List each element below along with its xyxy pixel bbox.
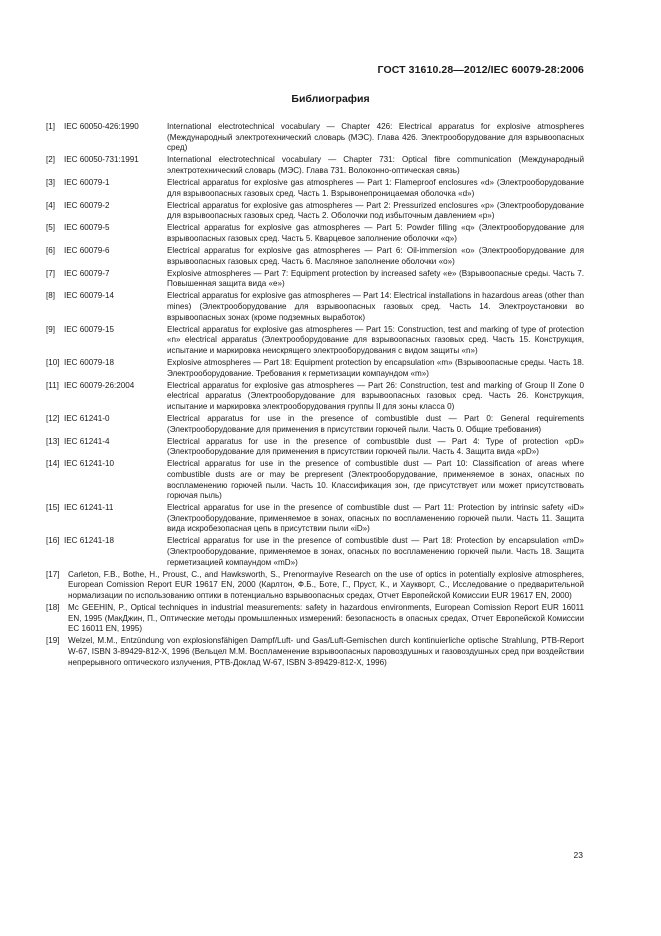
entry-description: Electrical apparatus for use in the presence of combustible dust — Part 18: Protection by encapsulation «mD» (Электрооборудование, применяемое в зонах, опасных по воспламенению горючей пыли. Часть 18. Защита герметизацией компаундом «mD») [167,536,584,567]
entry-description: Carleton, F.B., Bothe, H., Proust, C., and Hawksworth, S., Prenormayive Research on the use of optics in potentially explosive atmospheres, European Comission Report EUR 19617 EN, 2000 (Карлтон, Ф.Б., Боте, Г., Пруст, К., и Хаукворт, С., Исследование о предварительной нормализации по использованию оптики в потенциально взрывоопасных средах, Отчет Европейской Комиссии EUR 19617 EN, 2000) [68,569,584,600]
bibliography-entry [46,122,584,154]
entry-number: [3] [46,177,55,187]
entry-code: IEC 60079-7 [64,268,110,278]
entry-code: IEC 61241-18 [64,536,114,546]
page-number: 23 [573,850,583,860]
entry-number: [15] [46,503,60,513]
entry-description: Electrical apparatus for explosive gas atmospheres — Part 5: Powder filling «q» (Электрооборудование для взрывоопасных газовых сред. Часть 5. Кварцевое заполнение оболочки «q») [167,223,584,243]
entry-number: [12] [46,413,60,423]
entry-description: Explosive atmospheres — Part 18: Equipment protection by encapsulation «m» (Взрывоопасные среды. Часть 18. Электрооборудование. Требования к герметизации компаундом «m») [167,357,584,378]
entry-code: IEC 60079-15 [64,324,114,334]
bibliography-entry [46,570,584,602]
bibliography-entry [46,246,584,267]
bibliography-entry [46,178,584,199]
bibliography-entry [46,358,584,379]
bibliography-entry [46,201,584,222]
entry-code: IEC 60079-1 [64,177,110,187]
entry-number: [6] [46,246,55,256]
entry-description: Mc GEEHIN, P., Optical techniques in industrial measurements: safety in hazardous environments, European Comission Report EUR 16011 EN, 1995 (МакДжин, П., Оптические методы промышленных измерений: безопасность в опасных средах, Отчет Европейской Комиссии EC 16011 EN, 1995) [68,603,584,634]
bibliography-entry [46,459,584,501]
entry-description: Welzel, M.M., Entzündung von explosionsfähigen Dampf/Luft- und Gas/Luft-Gemischen durch kontinuierliche optische Strahlung, PTB-Report W-67, ISBN 3-89429-812-X, 1996 (Вельцел М.М. Воспламенение взрывоопасных паровоздушных и газовоздушных сред при воздействии непрерывного оптического излучения, PTB-Доклад W-67, ISBN 3-89429-812-X, 1996) [68,636,584,667]
entry-code: IEC 60050-731:1991 [64,155,139,165]
bibliography-entry [46,269,584,290]
bibliography-entry [46,603,584,635]
entry-code: IEC 61241-11 [64,503,114,513]
entry-code: IEC 60079-26:2004 [64,380,135,390]
entry-number: [13] [46,436,60,446]
entry-description: Electrical apparatus for use in the presence of combustible dust — Part 0: General requirements (Электрооборудование для применения в присутствии горючей пыли. Часть 0. Общие требования) [167,413,584,434]
bibliography-entry [46,503,584,535]
entry-description: Electrical apparatus for explosive gas atmospheres — Part 2: Pressurized enclosures «p» (Электрооборудование для взрывоопасных газовых сред. Часть 2. Оболочки под избыточным давлением «p») [167,200,584,221]
entry-number: [2] [46,155,55,165]
entry-number: [11] [46,380,59,390]
entry-description: Electrical apparatus for explosive gas atmospheres — Part 26: Construction, test and marking of Group II Zone 0 electrical apparatus (Электрооборудование для взрывоопасных газовых сред. Часть 26. Конструкция, испытание и маркировка электрооборудования группы II для зоны класса 0) [167,380,584,411]
entry-description: Explosive atmospheres — Part 7: Equipment protection by increased safety «e» (Взрывоопасные среды. Часть 7. Повышенная защита вида «e») [167,268,584,289]
entry-number: [14] [46,459,60,469]
bibliography-entry [46,536,584,568]
entry-description: International electrotechnical vocabulary — Chapter 731: Optical fibre communication (Международный электротехнический словарь (МЭС). Глава 731. Волоконно-оптическая связь) [167,155,584,175]
entry-code: IEC 60079-6 [64,246,110,256]
bibliography-entry [46,636,584,668]
bibliography-entry [46,414,584,435]
entry-code: IEC 60079-14 [64,291,114,301]
entry-number: [18] [46,603,60,613]
entry-code: IEC 61241-10 [64,459,114,469]
bibliography-entry [46,223,584,244]
bibliography-entry [46,437,584,458]
entry-number: [1] [46,122,55,131]
entry-code: IEC 60079-2 [64,200,110,210]
entry-code: IEC 60079-5 [64,223,110,233]
entry-number: [7] [46,268,55,278]
bibliography-entry [46,155,584,176]
page-title: Библиография [291,93,370,105]
entry-number: [9] [46,324,55,334]
entry-description: Electrical apparatus for explosive gas atmospheres — Part 6: Oil-immersion «o» (Электрооборудование для взрывоопасных газовых сред. Часть 6. Масляное заполнение оболочки «o») [167,246,584,266]
entry-number: [5] [46,223,55,233]
bibliography-list [46,122,584,670]
entry-number: [10] [46,357,60,367]
entry-description: Electrical apparatus for explosive gas atmospheres — Part 15: Construction, test and marking of type of protection «n» electrical apparatus (Электрооборудование для взрывоопасных газовых сред. Часть 15. Конструкция, испытание и маркировка неискрящего электрооборудования с видом защиты «n») [167,324,584,355]
entry-description: Electrical apparatus for use in the presence of combustible dust — Part 10: Classification of areas where combustible dusts are or may be prepresent (Электрооборудование, применяемое в зонах, опасных по воспламенению горючей пыли. Часть 10. Классификация зон, где присутствует или может присутствовать горючая пыль) [167,459,584,501]
entry-number: [19] [46,636,60,646]
entry-code: IEC 61241-0 [64,413,110,423]
entry-code: IEC 60079-18 [64,357,114,367]
bibliography-entry [46,291,584,323]
entry-code: IEC 61241-4 [64,436,110,446]
entry-description: Electrical apparatus for explosive gas atmospheres — Part 1: Flameproof enclosures «d» (Электрооборудование для взрывоопасных газовых сред. Часть 1. Взрывонепроницаемая оболочка «d») [167,177,584,198]
entry-number: [4] [46,200,55,210]
entry-number: [16] [46,536,60,546]
entry-code: IEC 60050-426:1990 [64,122,139,131]
standard-header: ГОСТ 31610.28—2012/IEC 60079-28:2006 [377,64,584,76]
bibliography-entry [46,325,584,357]
entry-number: [17] [46,569,60,579]
bibliography-entry [46,381,584,413]
entry-description: International electrotechnical vocabulary — Chapter 426: Electrical apparatus for explosive atmospheres (Международный электротехнический словарь (МЭС). Глава 426. Электрооборудование для взрывоопасных сред) [167,122,584,153]
entry-description: Electrical apparatus for explosive gas atmospheres — Part 14: Electrical installations in hazardous areas (other than mines) (Электрооборудование для взрывоопасных газовых сред. Часть 14. Электроустановки во взрывоопасных зонах (кроме подземных выработок) [167,291,584,322]
entry-description: Electrical apparatus for use in the presence of combustible dust — Part 4: Type of protection «pD» (Электрооборудование для применения в присутствии горючей пыли. Часть 4. Защита вида «pD») [167,436,584,457]
entry-description: Electrical apparatus for use in the presence of combustible dust — Part 11: Protection by intrinsic safety «iD» (Электрооборудование, применяемое в зонах, опасных по воспламенению горючей пыли. Часть 11. Защита вида искробезопасная цепь в присутствии пыли «iD») [167,503,584,534]
entry-number: [8] [46,291,55,301]
